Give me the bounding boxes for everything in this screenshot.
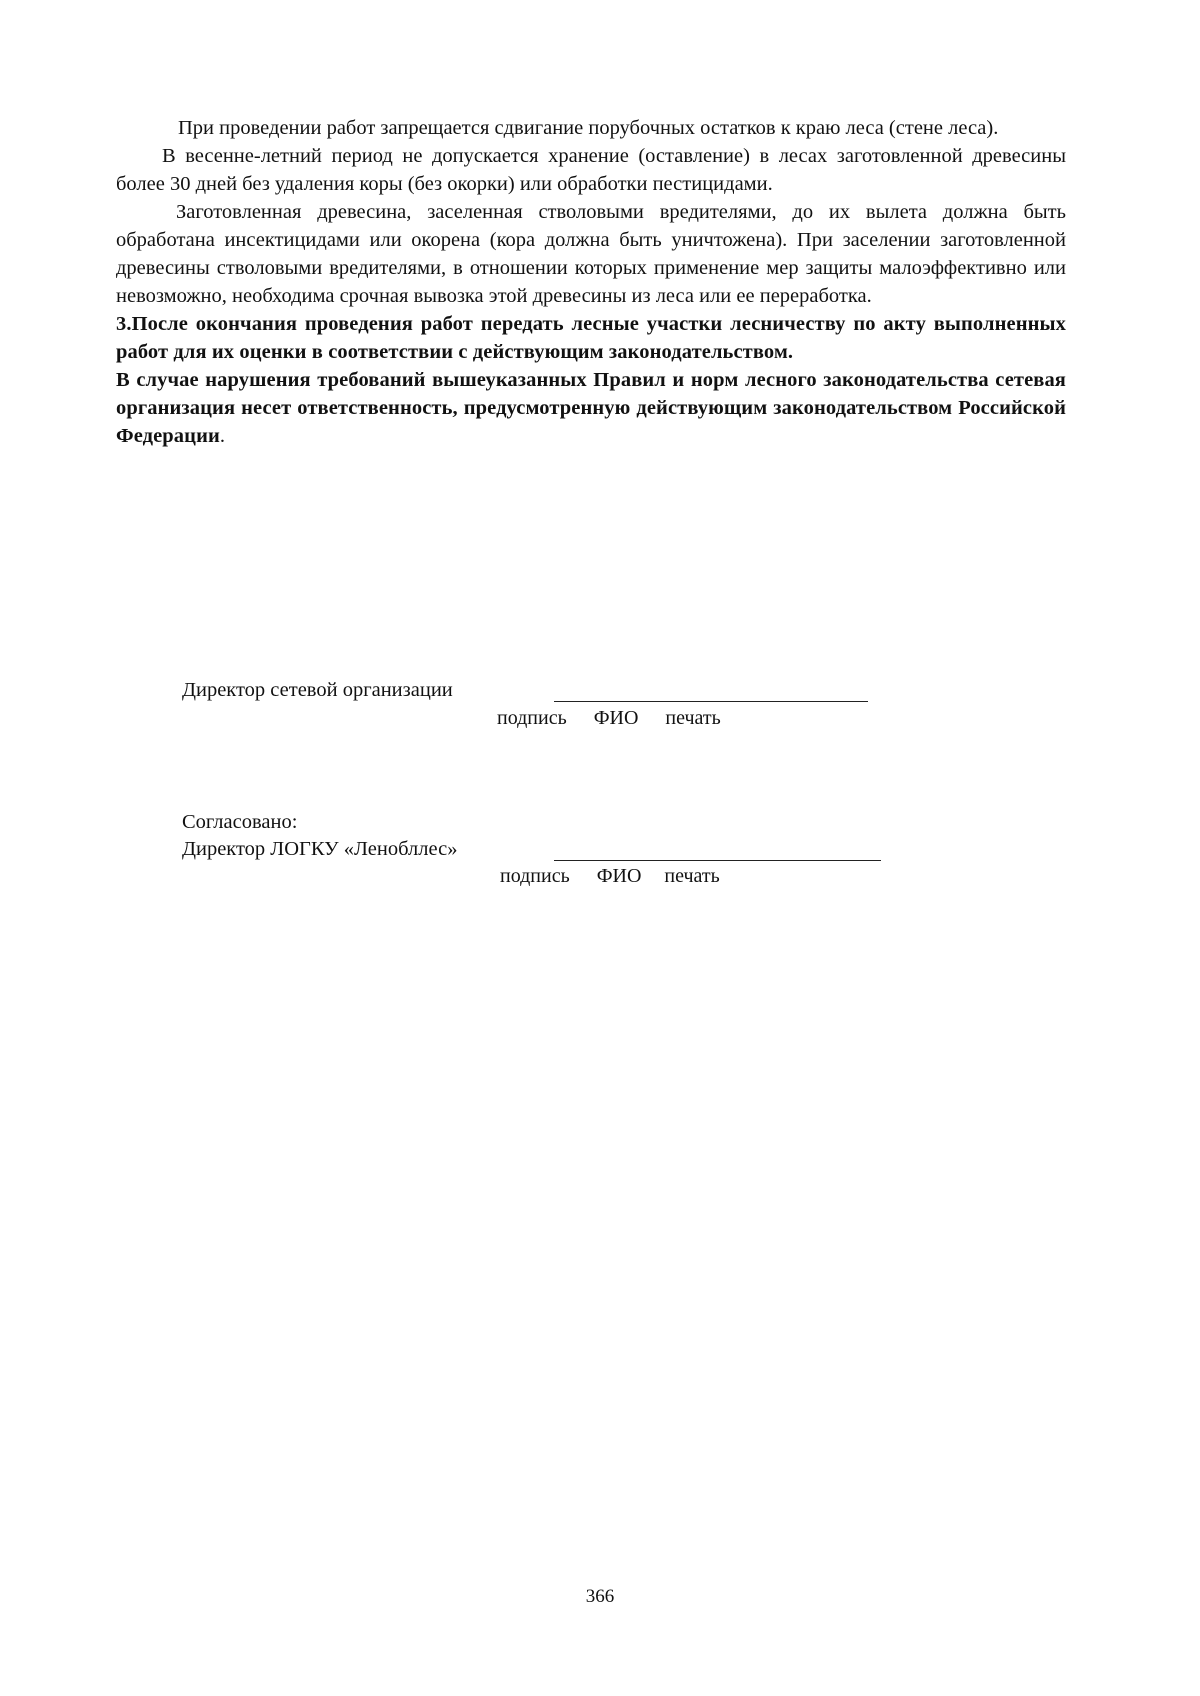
signature-line-2 (554, 860, 881, 861)
signature-caption-2 (500, 864, 720, 888)
signature-role-lenobles-director: Директор ЛОГКУ «Ленобллес» (182, 838, 458, 860)
paragraph-liability-clause (116, 366, 1066, 450)
signature-line-1 (554, 701, 868, 702)
paragraph-wood-storage: В весенне-летний период не допускается хранение (оставление) в лесах заготовленной древесины более 30 дней без удаления коры (без окорки) или обработки пестицидами. (116, 145, 1066, 195)
caption-signature: подпись (500, 865, 570, 887)
signature-role-network-director: Директор сетевой организации (182, 679, 453, 701)
caption-name: ФИО (596, 865, 642, 887)
paragraph-handover-clause: 3.После окончания проведения работ передать лесные участки лесничеству по акту выполненных работ для их оценки в соответствии с действующим законодательством. (116, 313, 1066, 363)
liability-clause-text: В случае нарушения требований вышеуказанных Правил и норм лесного законодательства сетевая организация несет ответственность, предусмотренную действующим законодательством Российской Федерации (116, 369, 1066, 447)
signature-caption-1 (497, 706, 721, 730)
paragraph-cutting-residue: При проведении работ запрещается сдвигание порубочных остатков к краю леса (стене леса). (178, 117, 999, 139)
liability-clause-period: . (219, 425, 226, 447)
page-number: 366 (585, 1586, 615, 1607)
caption-signature: подпись (497, 707, 567, 729)
paragraph-pest-treatment: Заготовленная древесина, заселенная стволовыми вредителями, до их вылета должна быть обработана инсектицидами или окорена (кора должна быть уничтожена). При заселении заготовленной древесины стволовыми вредителями, в отношении которых применение мер защиты малоэффективно или невозможно, необходима срочная вывозка этой древесины из леса или ее переработка. (116, 201, 1066, 307)
approved-label: Согласовано: (182, 811, 298, 833)
document-body (116, 114, 1066, 450)
caption-name: ФИО (593, 707, 639, 729)
caption-seal: печать (665, 707, 721, 729)
caption-seal: печать (664, 865, 720, 887)
